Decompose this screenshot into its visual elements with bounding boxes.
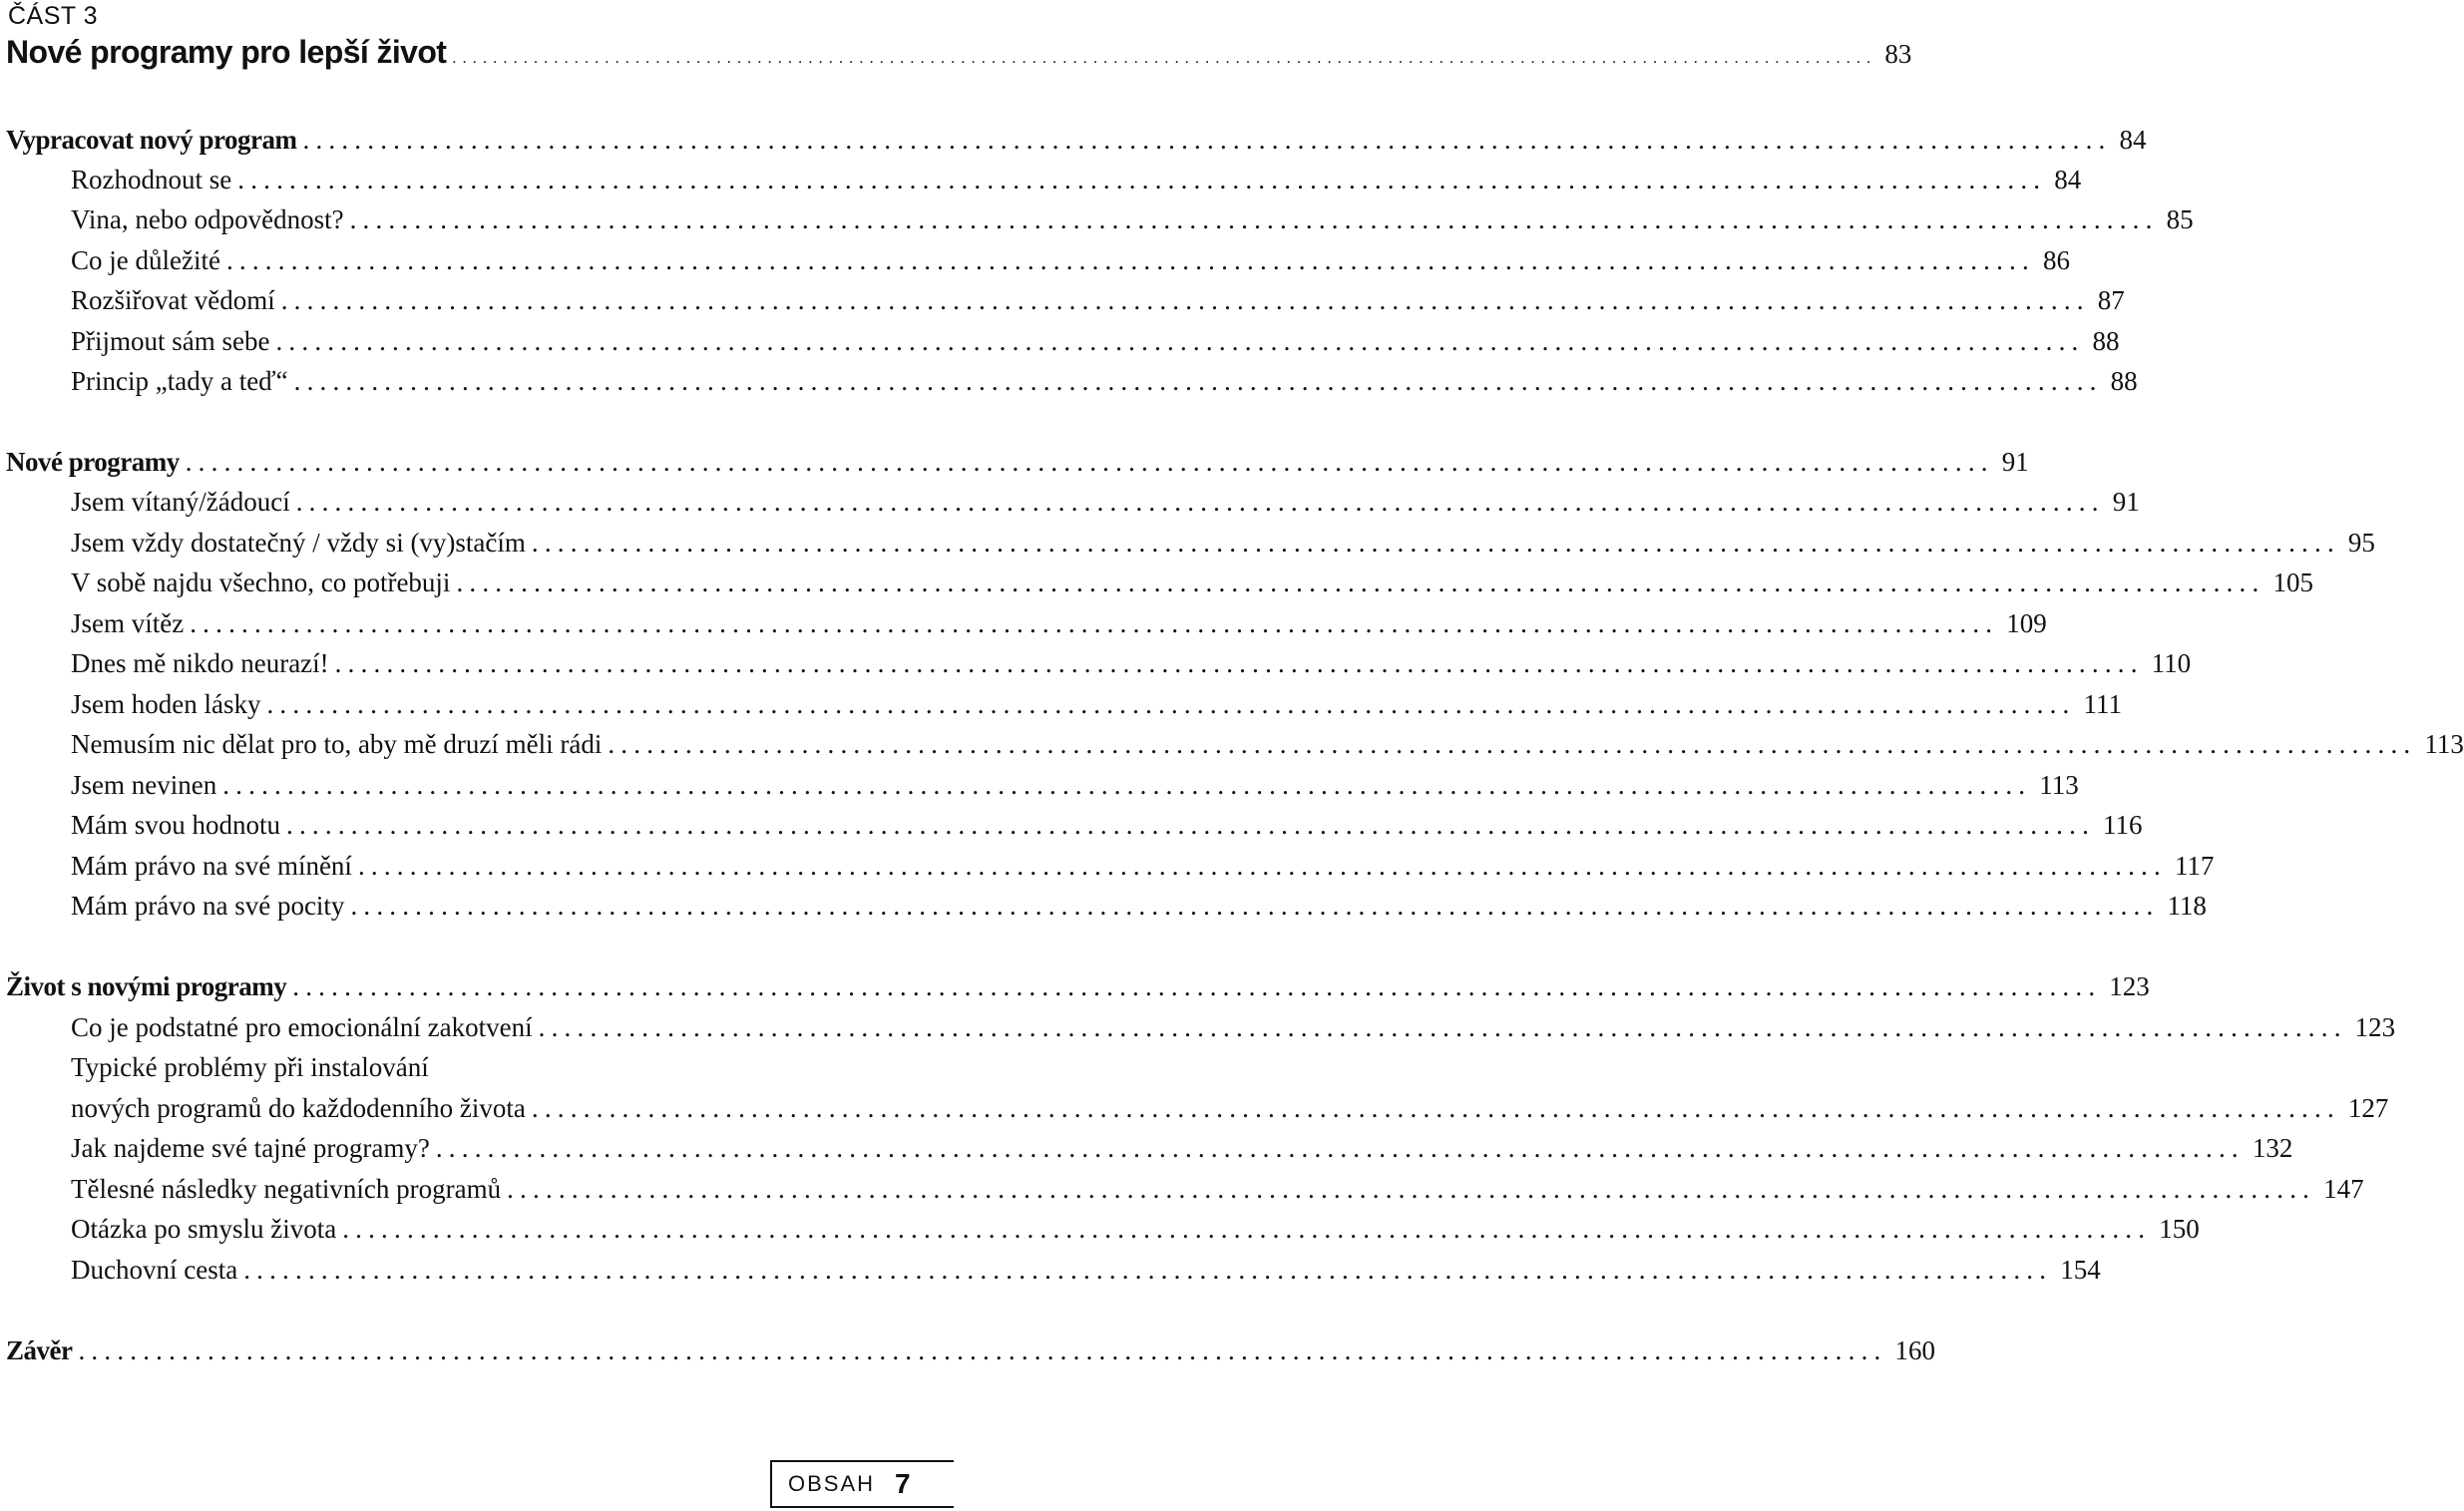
leader-dots: ............................................................................................................................................: [293, 366, 2103, 396]
leader-dots: ............................................................................................................................................: [350, 891, 2160, 921]
toc-entry-title: Co je podstatné pro emocionální zakotvení: [71, 1012, 533, 1042]
toc-entry-row: [71, 361, 2138, 401]
toc-entry-title: Jsem vítaný/žádoucí: [71, 487, 290, 517]
leader-dots: ............................................................................................................................................: [295, 487, 2105, 517]
leader-dots: ............................................................................................................................................: [349, 204, 2159, 234]
toc-page-number: 113: [2039, 770, 2079, 800]
toc-entry-row: [71, 1128, 2293, 1168]
leader-dots: ............................................................................................................................................: [280, 285, 2090, 315]
toc-entry-title: Tělesné následky negativních programů: [71, 1174, 502, 1204]
toc-entry-title: Vina, nebo odpovědnost?: [71, 204, 344, 234]
leader-dots: ............................................................................................................................................: [237, 165, 2047, 194]
toc-section-title: Nové programy: [6, 447, 180, 477]
toc-entry-title: Jsem hoden lásky: [71, 689, 261, 719]
footer-page-number: 7: [895, 1468, 911, 1499]
leader-dots: ............................................................................................................................................: [292, 971, 2102, 1001]
toc-entry-row: [71, 1169, 2364, 1209]
toc-page-number: 109: [2006, 608, 2047, 638]
leader-dots: ............................................................................................................................................: [275, 326, 2085, 356]
leader-dots: ............................................................................................................................................: [452, 50, 1877, 67]
toc-page-number: 84: [2119, 125, 2147, 155]
toc-section-row: [6, 966, 2150, 1006]
toc-entry-title: nových programů do každodenního života: [71, 1093, 526, 1123]
toc-page-number: 84: [2054, 165, 2082, 194]
toc-page-number: 95: [2347, 528, 2375, 558]
toc-entry-title: Jsem vždy dostatečný / vždy si (vy)stačím: [71, 528, 526, 558]
toc-page-number: 88: [2092, 326, 2120, 356]
toc-section-row: [6, 120, 2147, 160]
toc-entry-row: [71, 1088, 2389, 1128]
leader-dots: ............................................................................................................................................: [507, 1174, 2316, 1204]
footer-page-marker: [770, 1460, 954, 1508]
leader-dots: ............................................................................................................................................: [608, 729, 2417, 759]
toc-page-number: 118: [2167, 891, 2207, 921]
toc-entry-row: [71, 482, 2140, 522]
leader-dots: ............................................................................................................................................: [531, 1093, 2340, 1123]
toc-entry-row: [71, 805, 2143, 845]
toc-entry-row: [71, 160, 2082, 199]
toc-page-number: 85: [2166, 204, 2194, 234]
toc-page-number: 117: [2174, 851, 2215, 881]
toc-entry-title: Dnes mě nikdo neurazí!: [71, 648, 329, 678]
leader-dots: ............................................................................................................................................: [531, 528, 2340, 558]
toc-page-number: 123: [2109, 971, 2150, 1001]
toc-entry-title: Jak najdeme své tajné programy?: [71, 1133, 430, 1163]
toc-page-number: 91: [2001, 447, 2029, 477]
leader-dots: ............................................................................................................................................: [266, 689, 2076, 719]
toc-entry-title: Mám svou hodnotu: [71, 810, 281, 840]
toc-entry-row: [71, 1007, 2396, 1047]
leader-dots: ............................................................................................................................................: [78, 1335, 1887, 1365]
toc-entry-title: V sobě najdu všechno, co potřebuji: [71, 567, 451, 597]
leader-dots: ............................................................................................................................................: [190, 608, 1999, 638]
toc-entry-row: [71, 280, 2125, 320]
toc-page-number: 87: [2097, 285, 2125, 315]
toc-entry-title: Nemusím nic dělat pro to, aby mě druzí měli rádi: [71, 729, 603, 759]
toc-entry-row: [71, 563, 2313, 602]
toc-entry-row: [71, 1250, 2101, 1290]
toc-entry-row: [71, 724, 2464, 764]
toc-page-number: 111: [2083, 689, 2122, 719]
toc-page-number: 116: [2103, 810, 2143, 840]
part-title: Nové programy pro lepší život: [6, 34, 447, 70]
toc-section-row: [6, 1330, 1935, 1370]
toc-entry-row: [71, 603, 2047, 643]
toc-entry-title: Duchovní cesta: [71, 1255, 238, 1285]
part-label: ČÁST 3: [8, 2, 99, 30]
toc-entry-title: Jsem nevinen: [71, 770, 217, 800]
toc-page-number: 123: [2354, 1012, 2396, 1042]
toc-page-number: 105: [2272, 567, 2313, 597]
toc-entry-row: [71, 643, 2192, 683]
toc-entry-title: Princip „tady a teď“: [71, 366, 288, 396]
toc-entry-row: [71, 886, 2207, 926]
leader-dots: ............................................................................................................................................: [342, 1214, 2152, 1244]
toc-entry-row: [71, 765, 2079, 805]
leader-dots: ............................................................................................................................................: [456, 567, 2265, 597]
toc-page-number: 91: [2112, 487, 2140, 517]
toc-entry-title: Přijmout sám sebe: [71, 326, 270, 356]
toc-entry-title: Mám právo na své pocity: [71, 891, 345, 921]
leader-dots: ............................................................................................................................................: [357, 851, 2167, 881]
toc-page-number: 154: [2060, 1255, 2101, 1285]
toc-entry-title: Mám právo na své mínění: [71, 851, 352, 881]
toc-entry-title: Otázka po smyslu života: [71, 1214, 337, 1244]
toc-entry-row: [71, 1209, 2200, 1249]
leader-dots: ............................................................................................................................................: [185, 447, 1994, 477]
toc-page-number: 127: [2347, 1093, 2389, 1123]
toc-page-number: 86: [2042, 245, 2070, 275]
leader-dots: ............................................................................................................................................: [286, 810, 2096, 840]
leader-dots: ............................................................................................................................................: [435, 1133, 2245, 1163]
toc-entry-row: [71, 240, 2070, 280]
toc-page-number: 132: [2252, 1133, 2293, 1163]
toc-page-number: 147: [2323, 1174, 2364, 1204]
toc-entry-row: [71, 684, 2122, 724]
toc-entry-title: Typické problémy při instalování: [71, 1052, 429, 1082]
leader-dots: ............................................................................................................................................: [225, 245, 2035, 275]
toc-entry-title: Rozšiřovat vědomí: [71, 285, 275, 315]
part-page-number: 83: [1884, 39, 1912, 69]
toc-entry-row: [71, 321, 2120, 361]
leader-dots: ............................................................................................................................................: [222, 770, 2032, 800]
toc-section-row: [6, 442, 2029, 482]
toc-page-number: 150: [2159, 1214, 2200, 1244]
toc-section-title: Vypracovat nový program: [6, 125, 297, 155]
toc-entry-row: [71, 1047, 888, 1087]
leader-dots: ............................................................................................................................................: [538, 1012, 2347, 1042]
leader-dots: ............................................................................................................................................: [302, 125, 2112, 155]
toc-entry-row: [71, 846, 2215, 886]
toc-entry-title: Rozhodnout se: [71, 165, 232, 194]
leader-dots: ............................................................................................................................................: [243, 1255, 2053, 1285]
toc-section-title: Závěr: [6, 1335, 73, 1365]
toc-entry-row: [71, 199, 2194, 239]
toc-entry-row: [71, 523, 2375, 563]
toc-page-number: 88: [2110, 366, 2138, 396]
toc-page-number: 160: [1894, 1335, 1935, 1365]
toc-section-title: Život s novými programy: [6, 971, 287, 1001]
toc-page-number: 110: [2151, 648, 2192, 678]
footer-section-label: OBSAH: [788, 1471, 876, 1496]
toc-entry-title: Co je důležité: [71, 245, 220, 275]
leader-dots: ............................................................................................................................................: [334, 648, 2144, 678]
toc-page-number: 113: [2424, 729, 2464, 759]
toc-entry-title: Jsem vítěz: [71, 608, 185, 638]
